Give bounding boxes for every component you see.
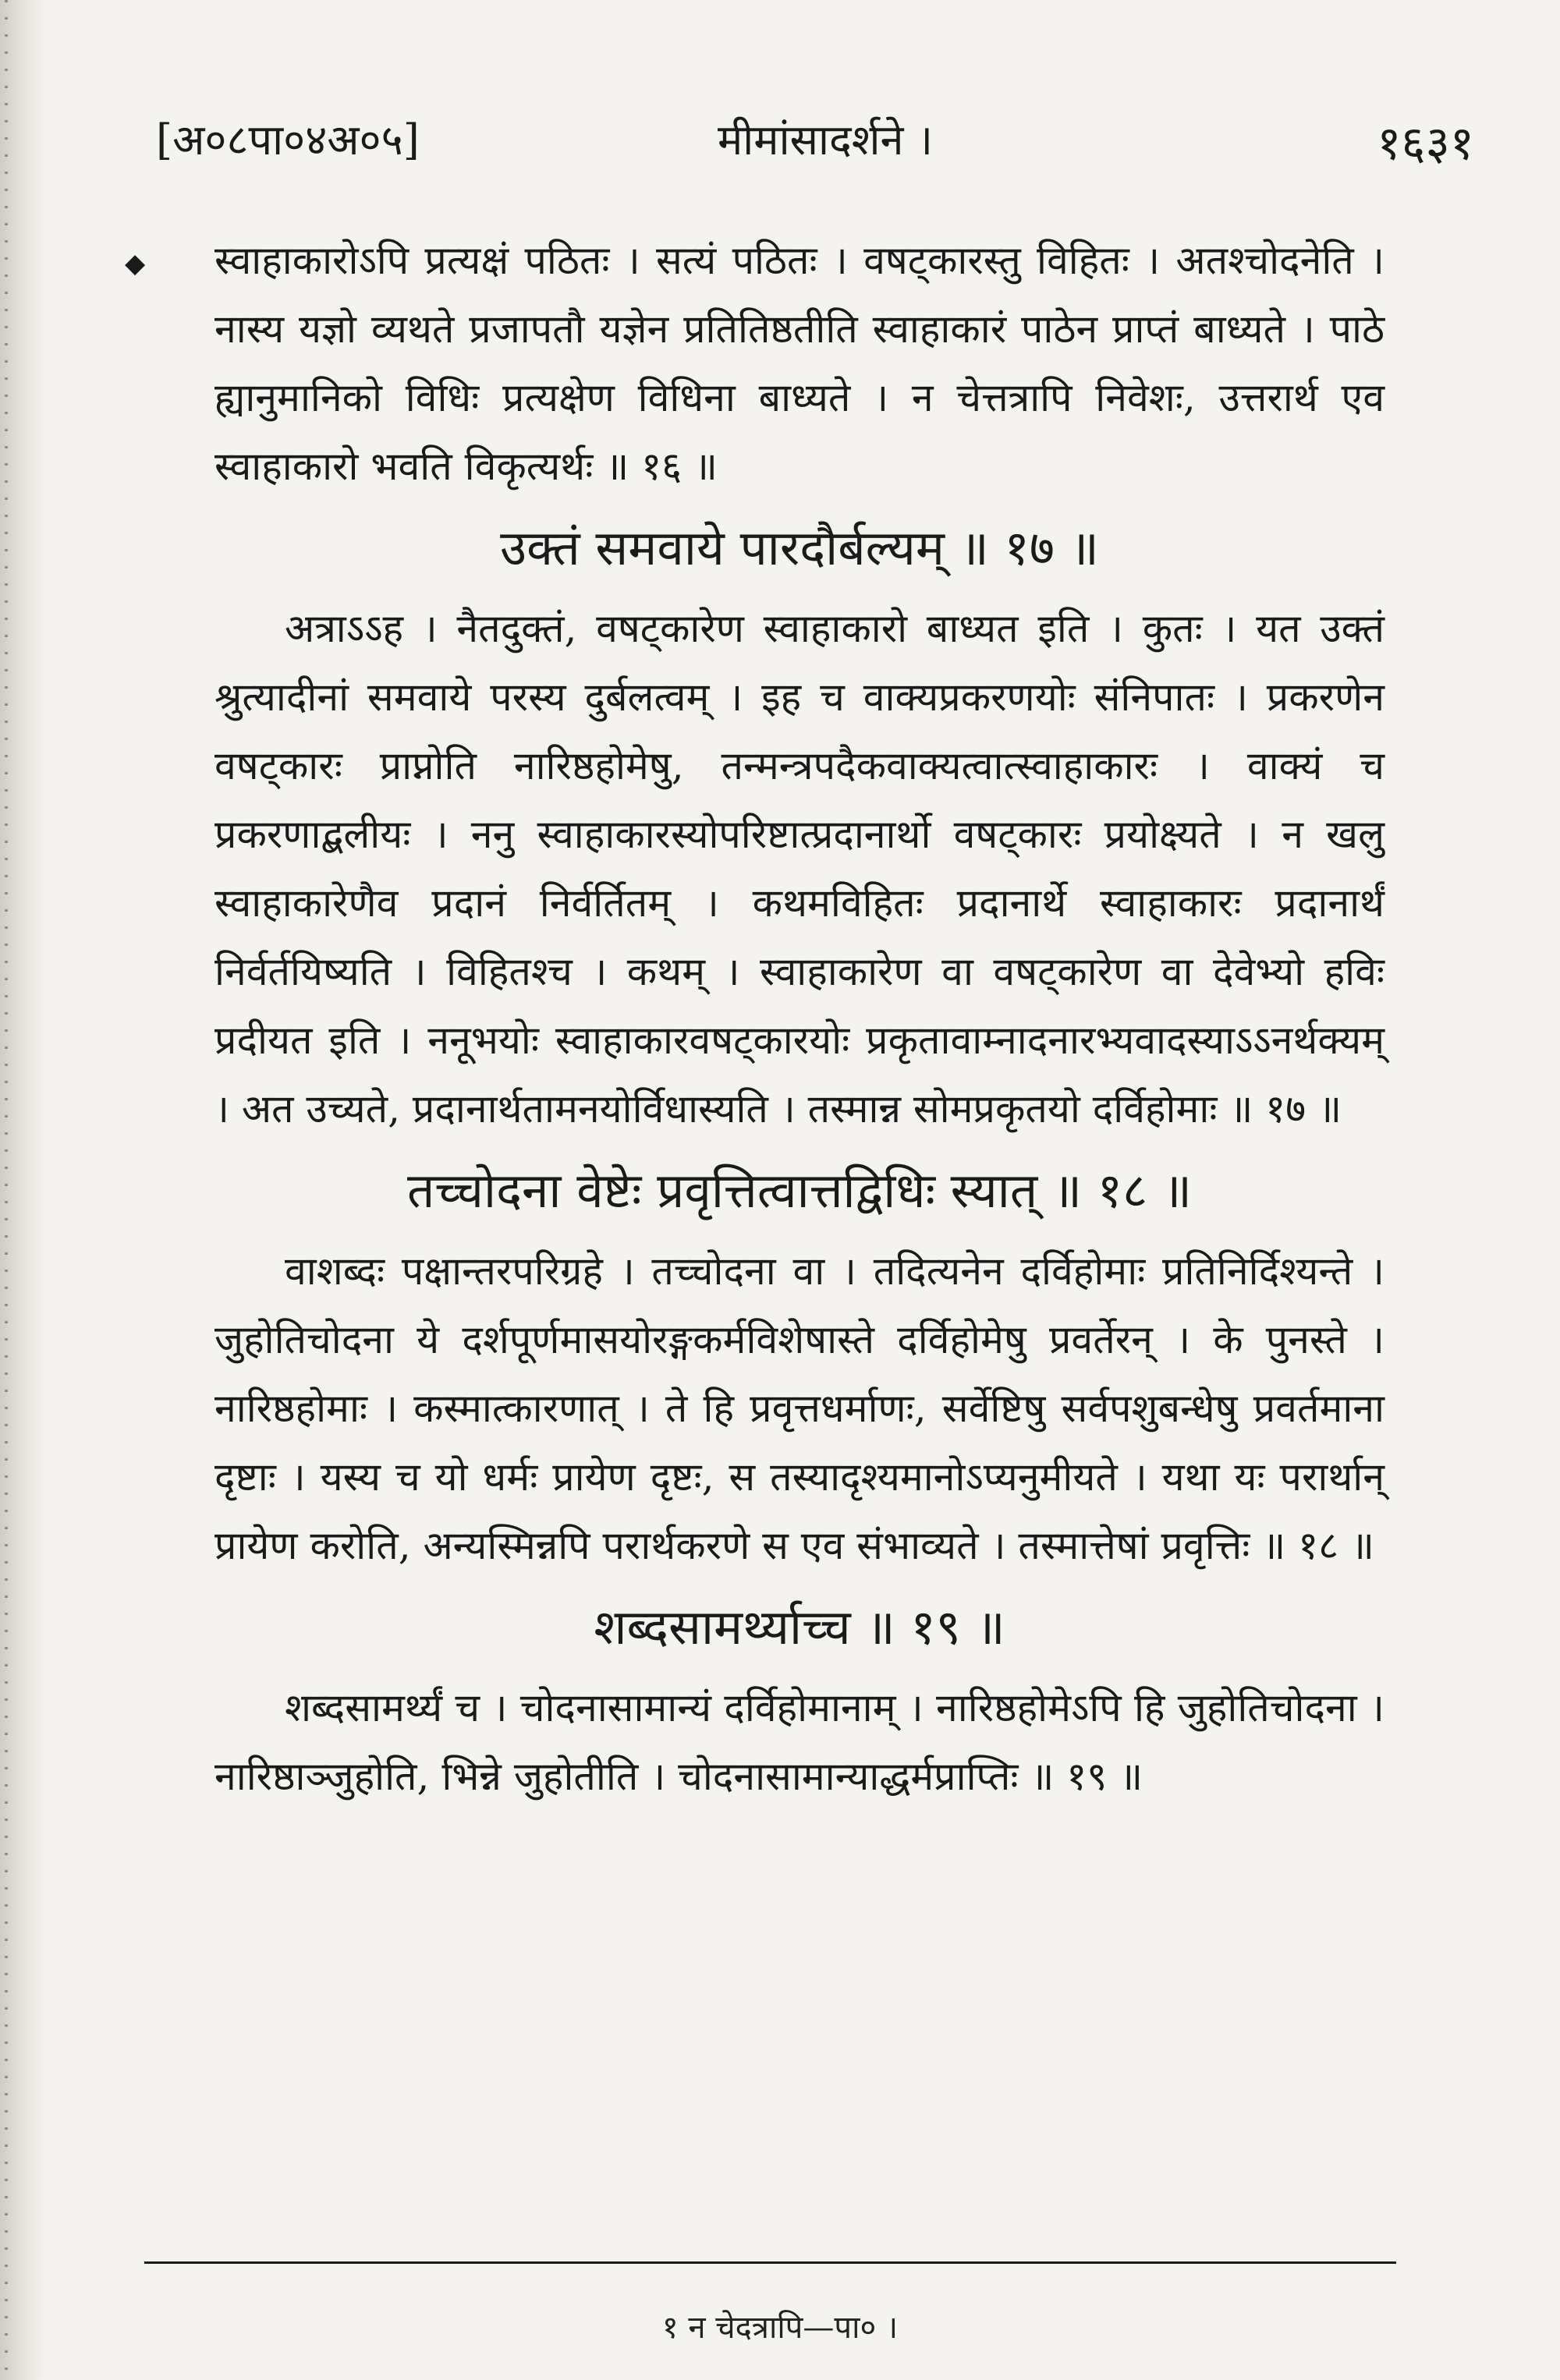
sutra-heading: तच्चोदना वेष्टेः प्रवृत्तित्वात्तद्विधिः स्यात् ॥ १८ ॥	[406, 1162, 1193, 1219]
header-title: मीमांसादर्शने ।	[718, 115, 934, 165]
commentary-paragraph: स्वाहाकारोऽपि प्रत्यक्षं पठितः । सत्यं पठितः । वषट्कारस्तु विहितः । अतश्चोदनेति । नास्य यज्ञो व्यथते प्रजापतौ यज्ञेन प्रतितिष्ठतीति स्वाहाकारं पाठेन प्राप्तं बाध्यते । पाठे ह्यानुमानिको विधिः प्रत्यक्षेण विधिना बाध्यते । न चेत्तत्रापि निवेशः, उत्तरार्थ एव स्वाहाकारो भवति विकृत्यर्थः ॥ १६ ॥	[214, 238, 1384, 489]
commentary-paragraph: वाशब्दः पक्षान्तरपरिग्रहे । तच्चोदना वा । तदित्यनेन दर्विहोमाः प्रतिनिर्दिश्यन्ते । जुहोतिचोदना ये दर्शपूर्णमासयोरङ्गकर्मविशेषास्ते दर्विहोमेषु प्रवर्तेरन् । के पुनस्ते । नारिष्ठहोमाः । कस्मात्कारणात् । ते हि प्रवृत्तधर्माणः, सर्वेष्टिषु सर्वपशुबन्धेषु प्रवर्तमाना दृष्टाः । यस्य च यो धर्मः प्रायेण दृष्टः, स तस्यादृश्यमानोऽप्यनुमीयते । यथा यः परार्थान् प्रायेण करोति, अन्यस्मिन्नपि परार्थकरणे स एव संभाव्यते । तस्मात्तेषां प्रवृत्तिः ॥ १८ ॥	[214, 1248, 1384, 1568]
page-number: १६३१	[1377, 116, 1474, 171]
header-reference: [अ०८पा०४अ०५]	[156, 115, 420, 165]
commentary-paragraph: अत्राऽऽह । नैतदुक्तं, वषट्कारेण स्वाहाकारो बाध्यत इति । कुतः । यत उक्तं श्रुत्यादीनां समवाये परस्य दुर्बलत्वम् । इह च वाक्यप्रकरणयोः संनिपातः । प्रकरणेन वषट्कारः प्राप्नोति नारिष्ठहोमेषु, तन्मन्त्रपदैकवाक्यत्वात्स्वाहाकारः । वाक्यं च प्रकरणाद्बलीयः । ननु स्वाहाकारस्योपरिष्टात्प्रदानार्थो वषट्कारः प्रयोक्ष्यते । न खलु स्वाहाकारेणैव प्रदानं निर्वर्तितम् । कथमविहितः प्रदानार्थे स्वाहाकारः प्रदानार्थं निर्वर्तयिष्यति । विहितश्च । कथम् । स्वाहाकारेण वा वषट्कारेण वा देवेभ्यो हविः प्रदीयत इति । ननूभयोः स्वाहाकारवषट्कारयोः प्रकृतावाम्नादनारभ्यवादस्याऽऽनर्थक्यम् । अत उच्यते, प्रदानार्थतामनयोर्विधास्यति । तस्मान्न सोमप्रकृतयो दर्विहोमाः ॥ १७ ॥	[214, 606, 1384, 1132]
margin-mark: ◆	[125, 248, 146, 279]
sutra-heading: उक्तं समवाये पारदौर्बल्यम् ॥ १७ ॥	[500, 519, 1099, 576]
body-text	[214, 226, 1384, 1811]
running-header	[156, 109, 1482, 172]
binding-stitches	[5, 0, 8, 2380]
footnote-divider	[144, 2261, 1396, 2264]
commentary-paragraph: शब्दसामर्थ्यं च । चोदनासामान्यं दर्विहोमानाम् । नारिष्ठहोमेऽपि हि जुहोतिचोदना । नारिष्ठाञ्जुहोति, भिन्ने जुहोतीति । चोदनासामान्याद्धर्मप्राप्तिः ॥ १९ ॥	[214, 1685, 1384, 1799]
sutra-heading: शब्दसामर्थ्याच्च ॥ १९ ॥	[594, 1599, 1005, 1656]
footnote: १ न चेदत्रापि—पा० ।	[661, 2310, 899, 2346]
